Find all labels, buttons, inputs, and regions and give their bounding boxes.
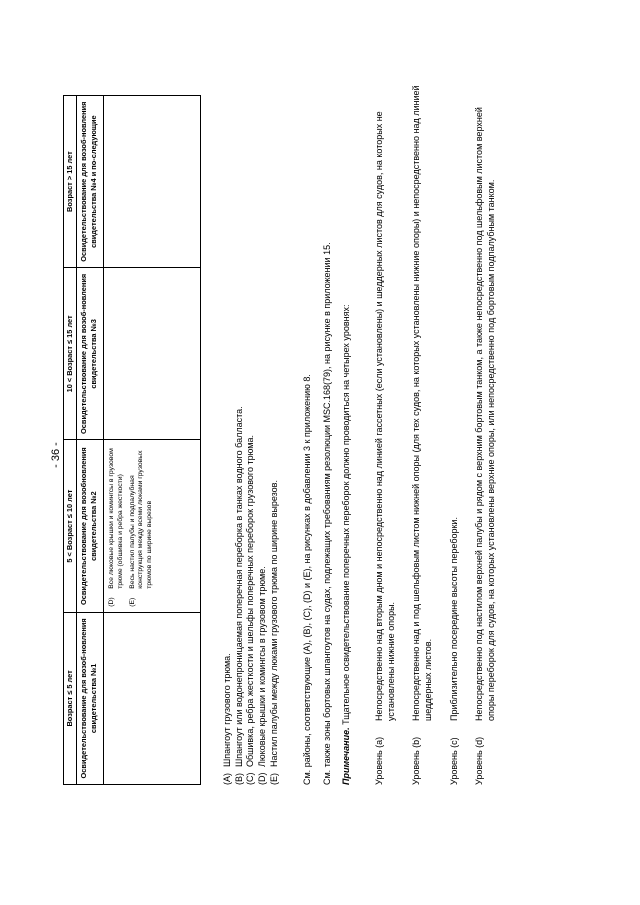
level-item (411, 85, 434, 785)
legend-mark: (B) (233, 773, 244, 785)
legend-item (234, 85, 246, 785)
level-item (374, 85, 397, 785)
legend-mark: (D) (257, 772, 268, 785)
legend-text: Обшивка, ребра жесткости и шельфы поперечных переборок грузового трюма. (245, 435, 256, 767)
legend-item (222, 85, 234, 785)
level-item (449, 85, 461, 785)
level-label: Уровень (b) (411, 736, 422, 785)
level-item (474, 85, 497, 785)
level-text: Приблизительно посередине высоты переборки. (448, 517, 459, 721)
note-text: Тщательное освидетельствование поперечных переборок должно проводиться на четырех уровнях: (341, 304, 351, 728)
level-text: Непосредственно под настилом верхней палубы и рядом с верхним бортовым танком, а также непосредственно под шельфовым листом верхней опоры переборок для судов, на которых установлены верхние опоры, или непосредственно под бортовым подпалубным танком. (474, 107, 497, 721)
item-mark: (E) (128, 597, 136, 607)
renewal-1: Освидетельствование для возоб-новления свидетельства №1 (77, 612, 104, 784)
level-text: Непосредственно над вторым дном и непосредственно над линией гассетных (если установлены) и шеддерных листов для судов, на которых не установлены нижние опоры. (374, 111, 396, 721)
item-mark: (D) (108, 597, 115, 607)
note-areas: См. районы, соответствующие (A), (B), (C), (D) и (E), на рисунках в добавлении 3 к приложению 8. (302, 374, 312, 785)
header-age-1: Возраст ≤ 5 лет (64, 612, 77, 784)
table-header-row (64, 96, 77, 785)
header-age-3: 10 < Возраст ≤ 15 лет (64, 268, 77, 440)
header-age-4: Возраст > 15 лет (64, 96, 77, 268)
renewal-4: Освидетельствование для возоб-новления свидетельства №4 и по-следующие (77, 96, 104, 268)
note-remark (341, 85, 353, 785)
header-age-2: 5 < Возраст ≤ 10 лет (64, 440, 77, 612)
items-cell-2 (104, 440, 201, 612)
legend-text: Шпангоут грузового трюма. (222, 653, 232, 767)
renewal-row (77, 96, 104, 785)
legend-item (257, 85, 269, 785)
items-cell-3 (104, 268, 201, 440)
legend-text: Шпангоут или водонепроницаемая поперечная переборка в танках водного балласта. (233, 406, 244, 767)
items-cell-1 (104, 612, 201, 784)
legend-item (245, 85, 257, 785)
legend-item (269, 85, 281, 785)
survey-table (63, 95, 201, 785)
list-item (108, 444, 126, 609)
renewal-2: Освидетельствование для возобновления свидетельства №2 (77, 440, 104, 612)
list-item (129, 444, 155, 609)
page-number: - 36 - (50, 442, 62, 468)
note-zones: См. также зоны бортовых шпангоутов на судах, подлежащих требованиям резолюции MSC.168(79), на рисунке в приложении 15. (322, 242, 332, 785)
level-label: Уровень (d) (474, 736, 485, 785)
legend-text: Настил палубы между люками грузового трюма по ширине вырезов. (268, 480, 279, 767)
items-cell-4 (104, 96, 201, 268)
legend-list (222, 85, 280, 785)
level-label: Уровень (a) (374, 736, 384, 785)
legend-mark: (C) (245, 772, 256, 785)
renewal-3: Освидетельствование для возоб-новления свидетельства №3 (77, 268, 104, 440)
note-label: Примечание. (341, 727, 351, 785)
item-text: Весь настил палубы и подпалубная конструкция между всеми люками грузовых трюмов по ширине вырезов (128, 450, 154, 589)
levels-list (360, 85, 498, 785)
item-text: Все люковые крышки и комингсы в грузовом трюме (обшивка и ребра жесткости) (108, 448, 124, 589)
level-text: Непосредственно над и под шельфовым листом нижней опоры (для тех судов, на которых установлены нижние опоры) и непосредственно над линией шеддерных листов. (411, 85, 434, 721)
legend-mark: (A) (222, 773, 232, 785)
items-row (104, 96, 201, 785)
level-label: Уровень (c) (448, 737, 459, 785)
legend-mark: (E) (268, 773, 279, 785)
legend-text: Люковые крышки и комингсы в грузовом трюме. (257, 566, 268, 767)
